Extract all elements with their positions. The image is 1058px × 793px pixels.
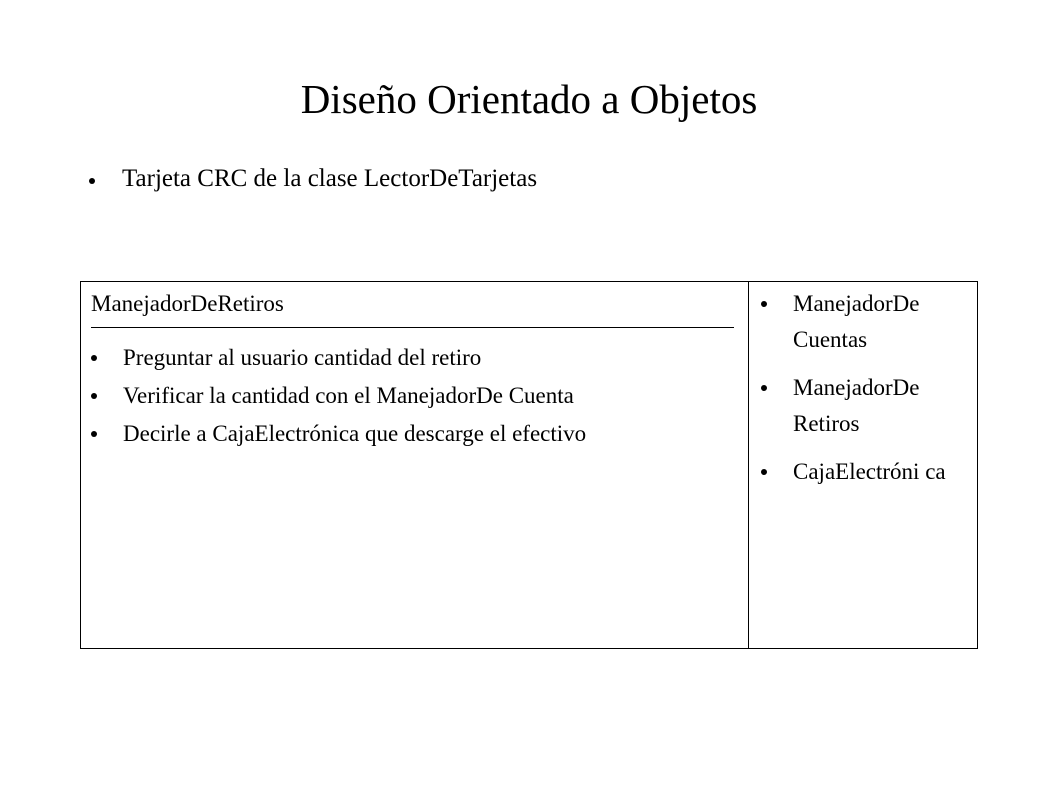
bullet-icon	[91, 393, 97, 399]
main-bullet-item	[89, 164, 537, 194]
collaborator-item	[761, 286, 971, 358]
bullet-icon	[89, 178, 95, 184]
collaborators-list	[761, 286, 971, 490]
responsibility-item	[91, 380, 731, 412]
bullet-icon	[91, 355, 97, 361]
crc-card	[80, 281, 978, 649]
collaborator-text: ManejadorDe Retiros	[793, 375, 920, 436]
collaborator-text: ManejadorDe Cuentas	[793, 291, 920, 352]
bullet-icon	[761, 469, 767, 475]
crc-class-name: ManejadorDeRetiros	[91, 291, 284, 316]
card-column-divider	[748, 282, 749, 648]
bullet-icon	[761, 385, 767, 391]
responsibility-item	[91, 418, 731, 450]
collaborator-text: CajaElectróni ca	[793, 459, 946, 484]
class-name-divider	[91, 327, 734, 328]
responsibility-item	[91, 342, 731, 374]
responsibility-text: Verificar la cantidad con el ManejadorDe Cuenta	[123, 383, 574, 408]
collaborator-item	[761, 370, 971, 442]
bullet-icon	[91, 431, 97, 437]
responsibility-text: Decirle a CajaElectrónica que descarge el efectivo	[123, 421, 587, 446]
slide-title: Diseño Orientado a Objetos	[300, 76, 758, 122]
responsibilities-list	[91, 342, 731, 450]
bullet-icon	[761, 301, 767, 307]
collaborator-item	[761, 454, 971, 490]
main-bullet-text: Tarjeta CRC de la clase LectorDeTarjetas	[122, 165, 538, 192]
responsibility-text: Preguntar al usuario cantidad del retiro	[123, 345, 482, 370]
